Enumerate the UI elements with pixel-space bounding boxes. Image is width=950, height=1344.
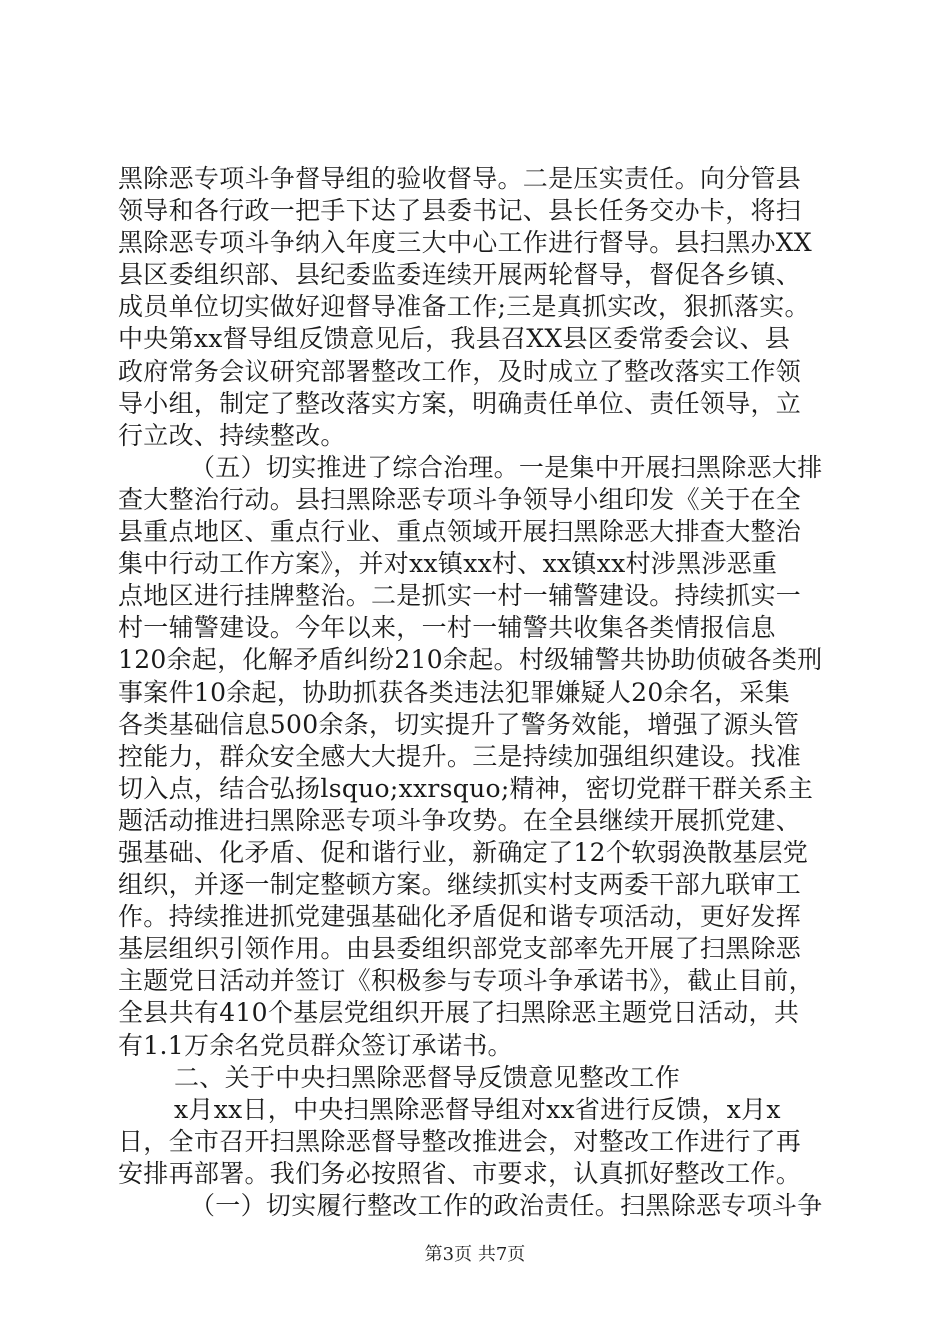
section-heading-line: （五）切实推进了综合治理。一是集中开展扫黑除恶大排	[190, 452, 823, 482]
text-line: 县区委组织部、县纪委监委连续开展两轮督导，督促各乡镇、	[118, 260, 802, 290]
text-line: 各类基础信息500余条，切实提升了警务效能，增强了源头管	[118, 709, 800, 739]
text-line: 领导和各行政一把手下达了县委书记、县长任务交办卡，将扫	[118, 196, 802, 226]
text-line: 黑除恶专项斗争纳入年度三大中心工作进行督导。县扫黑办XX	[118, 228, 812, 258]
text-line: 强基础、化矛盾、促和谐行业，新确定了12个软弱涣散基层党	[118, 837, 809, 867]
section-heading-line: 二、关于中央扫黑除恶督导反馈意见整改工作	[174, 1062, 681, 1092]
text-line: 日，全市召开扫黑除恶督导整改推进会，对整改工作进行了再	[118, 1126, 802, 1156]
text-line: 成员单位切实做好迎督导准备工作;三是真抓实改，狠抓落实。	[118, 292, 810, 322]
text-line: 中央第xx督导组反馈意见后，我县召XX县区委常委会议、县	[118, 324, 791, 354]
text-line: 导小组，制定了整改落实方案，明确责任单位、责任领导，立	[118, 388, 802, 418]
text-line: 作。持续推进抓党建强基础化矛盾促和谐专项活动，更好发挥	[118, 902, 802, 932]
text-line: 主题党日活动并签订《积极参与专项斗争承诺书》，截止目前，	[118, 966, 814, 996]
text-line: 行立改、持续整改。	[118, 420, 346, 450]
text-line: 事案件10余起，协助抓获各类违法犯罪嫌疑人20余名，采集	[118, 677, 791, 707]
text-line: 120余起，化解矛盾纠纷210余起。村级辅警共协助侦破各类刑	[118, 645, 823, 675]
text-line: 全县共有410个基层党组织开展了扫黑除恶主题党日活动，共	[118, 998, 800, 1028]
text-line: 控能力，群众安全感大大提升。三是持续加强组织建设。找准	[118, 741, 802, 771]
text-line: 组织，并逐一制定整顿方案。继续抓实村支两委干部九联审工	[118, 870, 802, 900]
text-line: 切入点，结合弘扬lsquo;xxrsquo;精神，密切党群干群关系主	[118, 773, 814, 803]
paragraph-start-line: x月xx日，中央扫黑除恶督导组对xx省进行反馈，x月x	[174, 1094, 781, 1124]
text-line: 有1.1万余名党员群众签订承诺书。	[118, 1030, 513, 1060]
text-line: 县重点地区、重点行业、重点领域开展扫黑除恶大排查大整治	[118, 517, 802, 547]
text-line: 黑除恶专项斗争督导组的验收督导。二是压实责任。向分管县	[118, 164, 802, 193]
text-line: 点地区进行挂牌整治。二是抓实一村一辅警建设。持续抓实一	[118, 581, 802, 611]
text-line: 安排再部署。我们务必按照省、市要求，认真抓好整改工作。	[118, 1158, 802, 1188]
text-line: 查大整治行动。县扫黑除恶专项斗争领导小组印发《关于在全	[118, 484, 802, 514]
text-line: 村一辅警建设。今年以来，一村一辅警共收集各类情报信息	[118, 613, 776, 643]
text-line: 集中行动工作方案》，并对xx镇xx村、xx镇xx村涉黑涉恶重	[118, 549, 778, 579]
section-heading-line: （一）切实履行整改工作的政治责任。扫黑除恶专项斗争	[190, 1191, 823, 1220]
document-body	[118, 163, 833, 1222]
text-line: 基层组织引领作用。由县委组织部党支部率先开展了扫黑除恶	[118, 934, 802, 964]
text-line: 政府常务会议研究部署整改工作，及时成立了整改落实工作领	[118, 356, 802, 386]
page-number-footer: 第3页 共7页	[424, 1244, 526, 1265]
text-line: 题活动推进扫黑除恶专项斗争攻势。在全县继续开展抓党建、	[118, 805, 802, 835]
